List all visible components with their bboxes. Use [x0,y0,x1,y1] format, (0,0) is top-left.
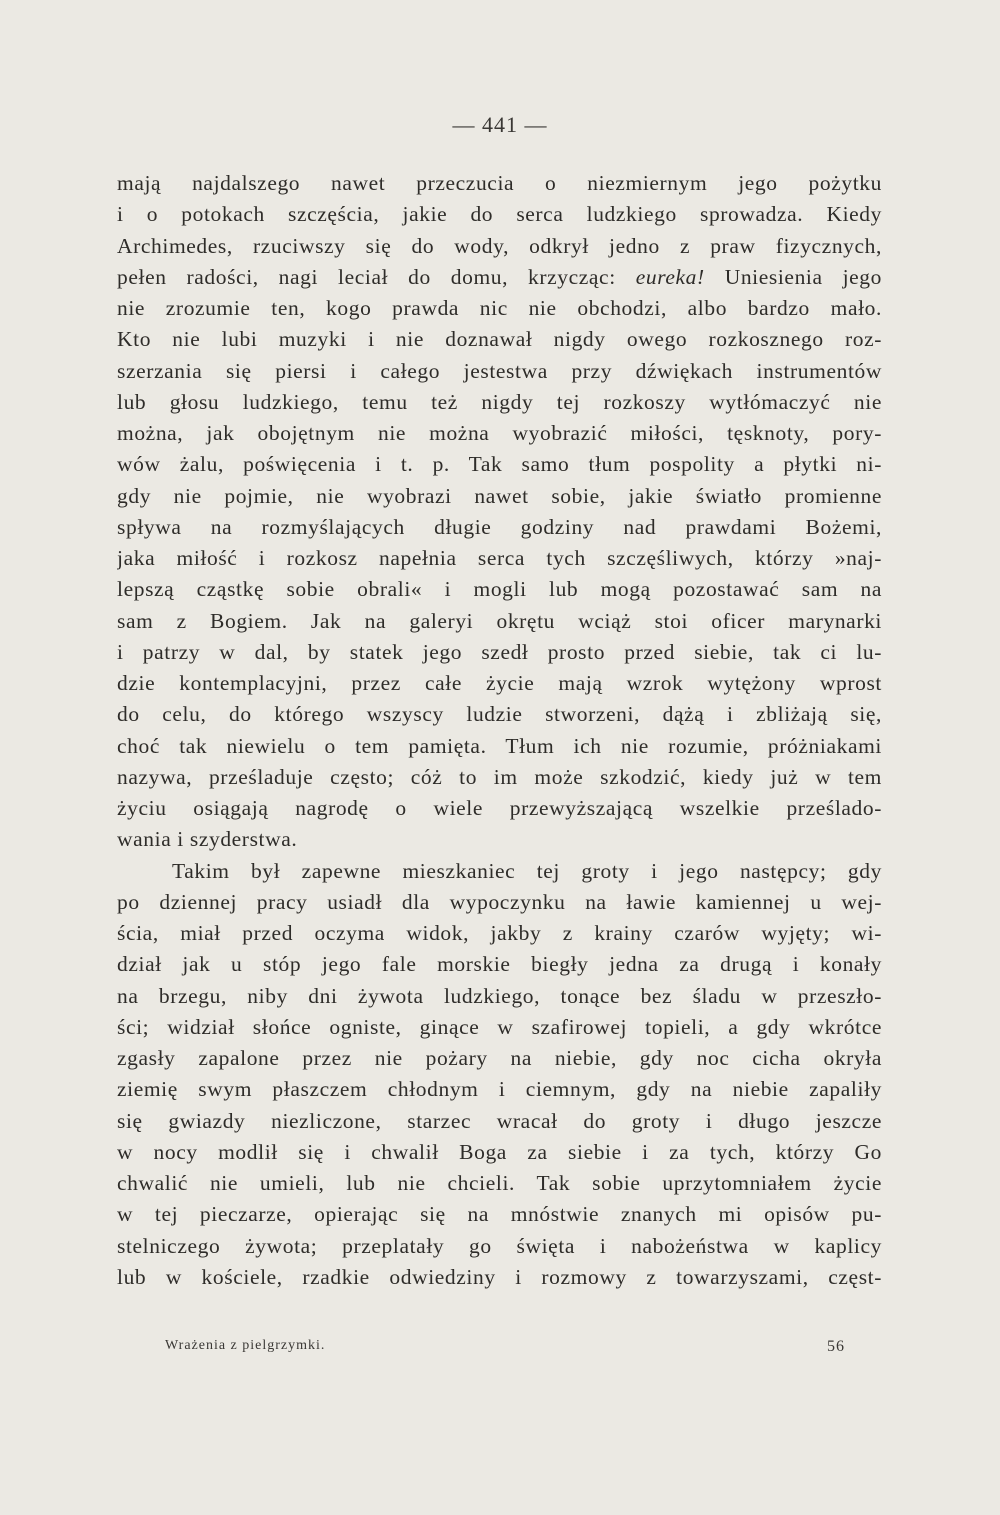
text-line: w tej pieczarze, opierając się na mnóstwie znanych mi opisów pu- [117,1202,882,1227]
text-line: ziemię swym płaszczem chłodnym i ciemnym, gdy na niebie zapaliły [117,1077,882,1102]
text-line: życiu osiągają nagrodę o wiele przewyższającą wszelkie prześlado- [117,796,882,820]
sheet-number: 56 [827,1338,845,1355]
text-line: dział jak u stóp jego fale morskie biegły jedna za drugą i konały [117,952,882,977]
text-line: w nocy modlił się i chwalił Boga za siebie i za tych, którzy Go [117,1139,882,1164]
text-line: po dziennej pracy usiadł dla wypoczynku na ławie kamiennej u wej- [117,889,882,914]
text-line: wów żalu, poświęcenia i t. p. Tak samo tłum pospolity a płytki ni- [117,452,882,477]
text-line: spływa na rozmyślających długie godziny nad prawdami Bożemi, [117,514,882,539]
text-line: nie zrozumie ten, kogo prawda nic nie obchodzi, albo bardzo mało. [117,296,882,320]
body-text [117,168,882,1293]
italic-word: eureka! [635,264,705,289]
text-line: gdy nie pojmie, nie wyobrazi nawet sobie, jakie światło promienne [117,483,882,508]
text-line: i o potokach szczęścia, jakie do serca ludzkiego sprowadza. Kiedy [117,202,882,227]
text-line: Takim był zapewne mieszkaniec tej groty i jego następcy; gdy [172,858,882,883]
text-line: lepszą cząstkę sobie obrali« i mogli lub mogą pozostawać sam na [117,577,882,602]
text-line: jaka miłość i rozkosz napełnia serca tych szczęśliwych, którzy »naj- [117,546,882,570]
signature-mark: Wrażenia z pielgrzymki. [165,1338,326,1353]
text-line: lub w kościele, rzadkie odwiedziny i rozmowy z towarzyszami, częst- [117,1264,882,1289]
paragraph-1 [117,168,882,856]
text-line: chwalić nie umieli, lub nie chcieli. Tak sobie uprzytomniałem życie [117,1171,882,1195]
text-line: ścia, miał przed oczyma widok, jakby z krainy czarów wyjęty; wi- [117,921,882,945]
text-line: lub głosu ludzkiego, temu też nigdy tej rozkoszy wytłómaczyć nie [117,389,882,414]
text-line: ści; widział słońce ogniste, ginące w szafirowej topieli, a gdy wkrótce [117,1014,882,1039]
text-line: się gwiazdy niezliczone, starzec wracał do groty i długo jeszcze [117,1108,882,1133]
text-line: szerzania się piersi i całego jestestwa przy dźwiękach instrumentów [117,358,882,383]
text-line: Archimedes, rzuciwszy się do wody, odkrył jedno z praw fizycznych, [117,233,882,258]
text-line: do celu, do którego wszyscy ludzie stworzeni, dążą i zbliżają się, [117,702,882,727]
text-line: sam z Bogiem. Jak na galeryi okrętu wciąż stoi oficer marynarki [117,608,882,633]
text-line: Kto nie lubi muzyki i nie doznawał nigdy owego rozkosznego roz- [117,327,882,352]
page-number-header: — 441 — [452,112,548,137]
text-line: na brzegu, niby dni żywota ludzkiego, tonące bez śladu w przeszło- [117,983,882,1008]
text-line: mają najdalszego nawet przeczucia o niezmiernym jego pożytku [117,171,882,195]
text-line: dzie kontemplacyjni, przez całe życie mają wzrok wytężony wprost [117,671,882,695]
text-line: zgasły zapalone przez nie pożary na niebie, gdy noc cicha okryła [117,1046,882,1070]
text-line: można, jak obojętnym nie można wyobrazić miłości, tęsknoty, pory- [117,421,882,445]
text-line: nazywa, prześladuje często; cóż to im może szkodzić, kiedy już w tem [117,764,882,789]
text-line: stelniczego żywota; przeplatały go święta i nabożeństwa w kaplicy [117,1233,882,1258]
text-line: pełen radości, nagi leciał do domu, krzycząc: eureka! Uniesienia jego [117,264,882,289]
text-line: i patrzy w dal, by statek jego szedł prosto przed siebie, tak ci lu- [117,639,882,664]
text-line: wania i szyderstwa. [117,827,298,852]
paragraph-2 [117,856,882,1294]
text-line: choć tak niewielu o tem pamięta. Tłum ich nie rozumie, próżniakami [117,733,882,758]
